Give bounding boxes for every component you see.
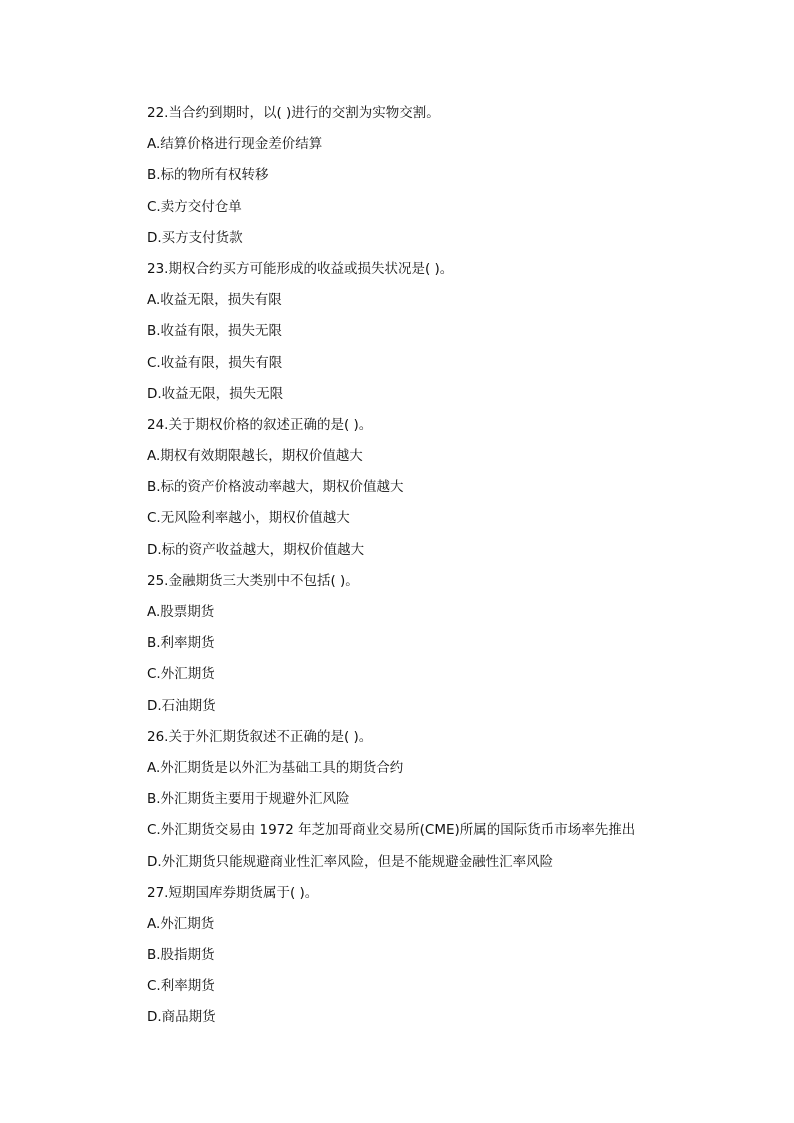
question-22-option-b: B.标的物所有权转移 [147,167,269,184]
question-23-option-d: D.收益无限，损失无限 [147,385,284,402]
question-24-option-c: C.无风险利率越小，期权价值越大 [147,510,350,527]
question-23-stem: 23.期权合约买方可能形成的收益或损失状况是( )。 [147,260,454,277]
question-24-option-d: D.标的资产收益越大，期权价值越大 [147,541,365,558]
question-27-option-a: A.外汇期货 [147,915,215,932]
question-26-stem: 26.关于外汇期货叙述不正确的是( )。 [147,728,373,745]
question-25-option-a: A.股票期货 [147,604,215,620]
question-26-option-d: D.外汇期货只能规避商业性汇率风险，但是不能规避金融性汇率风险 [147,853,554,870]
question-22-option-d: D.买方支付货款 [147,229,243,246]
question-22-option-a: A.结算价格进行现金差价结算 [147,136,323,153]
question-23-option-c: C.收益有限，损失有限 [147,354,283,371]
question-25-option-b: B.利率期货 [147,635,215,652]
question-27-option-b: B.股指期货 [147,947,215,964]
question-22-option-c: C.卖方交付仓单 [147,198,242,215]
question-24-option-b: B.标的资产价格波动率越大，期权价值越大 [147,479,404,496]
question-27-option-d: D.商品期货 [147,1009,216,1026]
question-26-option-a: A.外汇期货是以外汇为基础工具的期货合约 [147,759,404,776]
question-26-option-b: B.外汇期货主要用于规避外汇风险 [147,791,350,808]
question-list [147,101,667,1037]
question-24-option-a: A.期权有效期限越长，期权价值越大 [147,448,363,465]
question-27-stem: 27.短期国库券期货属于( )。 [147,884,319,901]
question-26-option-c: C.外汇期货交易由 1972 年芝加哥商业交易所(CME)所属的国际货币市场率先推出 [147,822,636,839]
question-24-stem: 24.关于期权价格的叙述正确的是( )。 [147,416,373,433]
question-25-stem: 25.金融期货三大类别中不包括( )。 [147,572,359,589]
question-23-option-b: B.收益有限，损失无限 [147,323,283,340]
question-25-option-d: D.石油期货 [147,697,216,714]
question-23-option-a: A.收益无限，损失有限 [147,292,282,309]
question-22-stem: 22.当合约到期时，以( )进行的交割为实物交割。 [147,105,440,121]
question-25-option-c: C.外汇期货 [147,666,215,683]
question-27-option-c: C.利率期货 [147,978,215,995]
